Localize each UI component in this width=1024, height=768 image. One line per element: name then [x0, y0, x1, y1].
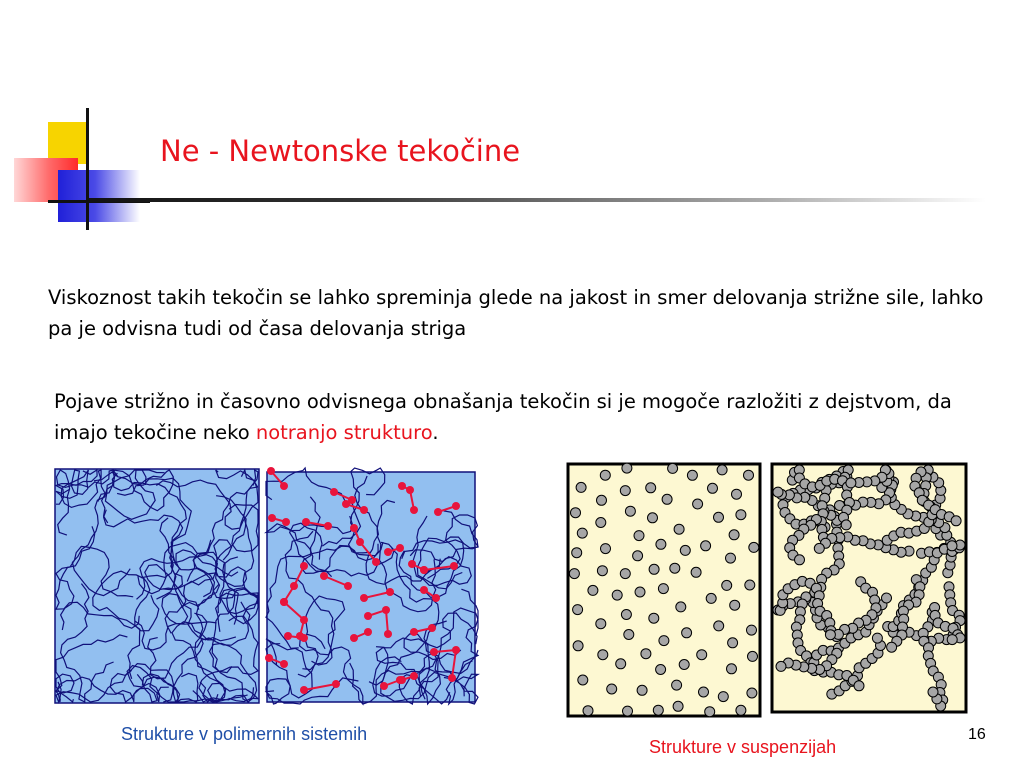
- crosslink-node: [302, 518, 310, 526]
- crosslink-node: [452, 646, 460, 654]
- particle: [596, 518, 606, 528]
- particle: [622, 463, 632, 473]
- particle: [728, 638, 738, 648]
- particle: [571, 508, 581, 518]
- particle: [607, 684, 617, 694]
- crosslink-node: [372, 558, 380, 566]
- particle: [662, 494, 672, 504]
- particle: [676, 602, 686, 612]
- caption-polymer: Strukture v polimernih sistemih: [121, 724, 368, 744]
- particle: [773, 487, 783, 497]
- particle: [691, 567, 701, 577]
- particle: [726, 553, 736, 563]
- particle: [649, 564, 659, 574]
- crosslink-node: [420, 586, 428, 594]
- crosslink-node: [384, 630, 392, 638]
- particle: [714, 621, 724, 631]
- crosslink-node: [408, 560, 416, 568]
- particle: [749, 542, 759, 552]
- crosslink-node: [398, 482, 406, 490]
- crosslink-node: [356, 538, 364, 546]
- crosslink-node: [364, 628, 372, 636]
- particle: [744, 470, 754, 480]
- suspension-figure-dispersed: [566, 462, 762, 718]
- crosslink-node: [300, 686, 308, 694]
- logo-vertical-line: [86, 108, 89, 230]
- paragraph-viscosity: Viskoznost takih tekočin se lahko spreminja glede na jakost in smer delovanja strižne sile, lahko pa je odvisna tudi od časa delovanja striga: [48, 286, 984, 340]
- crosslink-node: [396, 544, 404, 552]
- crosslink-node: [282, 518, 290, 526]
- particle: [653, 705, 663, 715]
- particle: [635, 587, 645, 597]
- paragraph-structure: [54, 386, 1004, 448]
- crosslink-node: [350, 524, 358, 532]
- particle: [656, 539, 666, 549]
- crosslink-node: [410, 506, 418, 514]
- crosslink-node: [300, 562, 308, 570]
- particle: [569, 569, 579, 579]
- crosslink-node: [300, 616, 308, 624]
- crosslink-node: [300, 634, 308, 642]
- slide-title: Ne - Newtonske tekočine: [160, 134, 521, 168]
- particle: [573, 641, 583, 651]
- particle: [596, 619, 606, 629]
- particle: [872, 633, 882, 643]
- caption-suspension: Strukture v suspenzijah: [649, 737, 837, 757]
- particle: [736, 705, 746, 715]
- crosslink-node: [450, 562, 458, 570]
- particle: [578, 675, 588, 685]
- particle: [572, 548, 582, 558]
- particle: [795, 555, 805, 565]
- particle: [620, 486, 630, 496]
- particle: [620, 569, 630, 579]
- particle: [674, 524, 684, 534]
- crosslink-node: [406, 486, 414, 494]
- particle: [612, 590, 622, 600]
- particle: [588, 585, 598, 595]
- crosslink-node: [324, 522, 332, 530]
- particle: [600, 470, 610, 480]
- crosslink-node: [396, 676, 404, 684]
- particle: [814, 543, 824, 553]
- particle: [747, 625, 757, 635]
- particle: [701, 541, 711, 551]
- crosslink-node: [344, 582, 352, 590]
- crosslink-node: [430, 648, 438, 656]
- crosslink-node: [268, 514, 276, 522]
- crosslink-node: [434, 508, 442, 516]
- particle: [583, 706, 593, 716]
- particle: [658, 584, 668, 594]
- particle: [637, 685, 647, 695]
- particle: [659, 636, 669, 646]
- particle: [649, 613, 659, 623]
- particle: [597, 566, 607, 576]
- crosslink-node: [364, 612, 372, 620]
- logo-blue-square: [58, 170, 140, 222]
- particle: [597, 495, 607, 505]
- particle: [776, 661, 786, 671]
- paragraph-structure-text: Pojave strižno in časovno odvisnega obnašanja tekočin si je mogoče razložiti z dejstvom, da imajo tekočine neko: [54, 390, 952, 444]
- particle: [621, 610, 631, 620]
- crosslink-node: [384, 548, 392, 556]
- particle: [601, 544, 611, 554]
- particle: [714, 512, 724, 522]
- particle: [682, 628, 692, 638]
- suspension-figure-aggregated: [770, 462, 968, 714]
- crosslink-node: [267, 467, 275, 475]
- particle: [668, 463, 678, 473]
- particle: [846, 478, 856, 488]
- particle: [727, 664, 737, 674]
- particle: [748, 651, 758, 661]
- crosslink-node: [432, 594, 440, 602]
- particle: [693, 499, 703, 509]
- slide-logo: [0, 100, 150, 230]
- particle: [718, 692, 728, 702]
- particle: [825, 630, 835, 640]
- polymer-box-crosslinked: [267, 472, 475, 702]
- particle: [576, 482, 586, 492]
- particle: [951, 516, 961, 526]
- particle: [717, 465, 727, 475]
- paragraph-structure-end: .: [432, 421, 439, 444]
- particle: [616, 659, 626, 669]
- title-rule: [86, 198, 986, 202]
- crosslink-node: [342, 500, 350, 508]
- crosslink-node: [386, 588, 394, 596]
- particle: [573, 605, 583, 615]
- particle: [947, 541, 957, 551]
- particle: [680, 545, 690, 555]
- particle: [624, 630, 634, 640]
- highlight-inner-structure: notranjo strukturo: [255, 421, 433, 444]
- particle: [656, 665, 666, 675]
- particle: [672, 680, 682, 690]
- particle: [623, 706, 633, 716]
- crosslink-node: [280, 598, 288, 606]
- particle: [648, 513, 658, 523]
- particle: [646, 483, 656, 493]
- particle: [598, 650, 608, 660]
- particle: [670, 563, 680, 573]
- crosslink-node: [452, 502, 460, 510]
- crosslink-node: [380, 682, 388, 690]
- crosslink-node: [290, 582, 298, 590]
- particle: [699, 687, 709, 697]
- crosslink-node: [284, 632, 292, 640]
- particle: [577, 528, 587, 538]
- crosslink-node: [332, 680, 340, 688]
- polymer-figure-entangled: [54, 468, 260, 704]
- crosslink-node: [350, 634, 358, 642]
- particle: [747, 688, 757, 698]
- particle: [708, 483, 718, 493]
- particle: [745, 580, 755, 590]
- crosslink-node: [382, 606, 390, 614]
- crosslink-node: [265, 654, 273, 662]
- particle: [633, 551, 643, 561]
- particle: [687, 470, 697, 480]
- particle: [705, 707, 715, 717]
- particle: [854, 681, 864, 691]
- particle: [841, 520, 851, 530]
- particle: [697, 650, 707, 660]
- particle: [730, 600, 740, 610]
- particle: [947, 635, 957, 645]
- particle: [679, 660, 689, 670]
- crosslink-node: [420, 566, 428, 574]
- crosslink-node: [320, 572, 328, 580]
- particle: [673, 701, 683, 711]
- particle: [928, 687, 938, 697]
- particle: [736, 510, 746, 520]
- crosslink-node: [410, 672, 418, 680]
- particle: [641, 649, 651, 659]
- crosslink-node: [360, 594, 368, 602]
- particle: [882, 593, 892, 603]
- crosslink-node: [360, 506, 368, 514]
- crosslink-node: [448, 674, 456, 682]
- particle: [732, 489, 742, 499]
- crosslink-node: [428, 624, 436, 632]
- particle: [729, 530, 739, 540]
- particle: [706, 593, 716, 603]
- crosslink-node: [280, 482, 288, 490]
- particle: [887, 642, 897, 652]
- crosslink-node: [410, 628, 418, 636]
- crosslink-node: [280, 660, 288, 668]
- crosslink-node: [330, 488, 338, 496]
- particle: [634, 531, 644, 541]
- particle: [722, 580, 732, 590]
- particle: [625, 506, 635, 516]
- page-number: 16: [968, 726, 986, 743]
- polymer-figure-crosslinked: [264, 466, 480, 706]
